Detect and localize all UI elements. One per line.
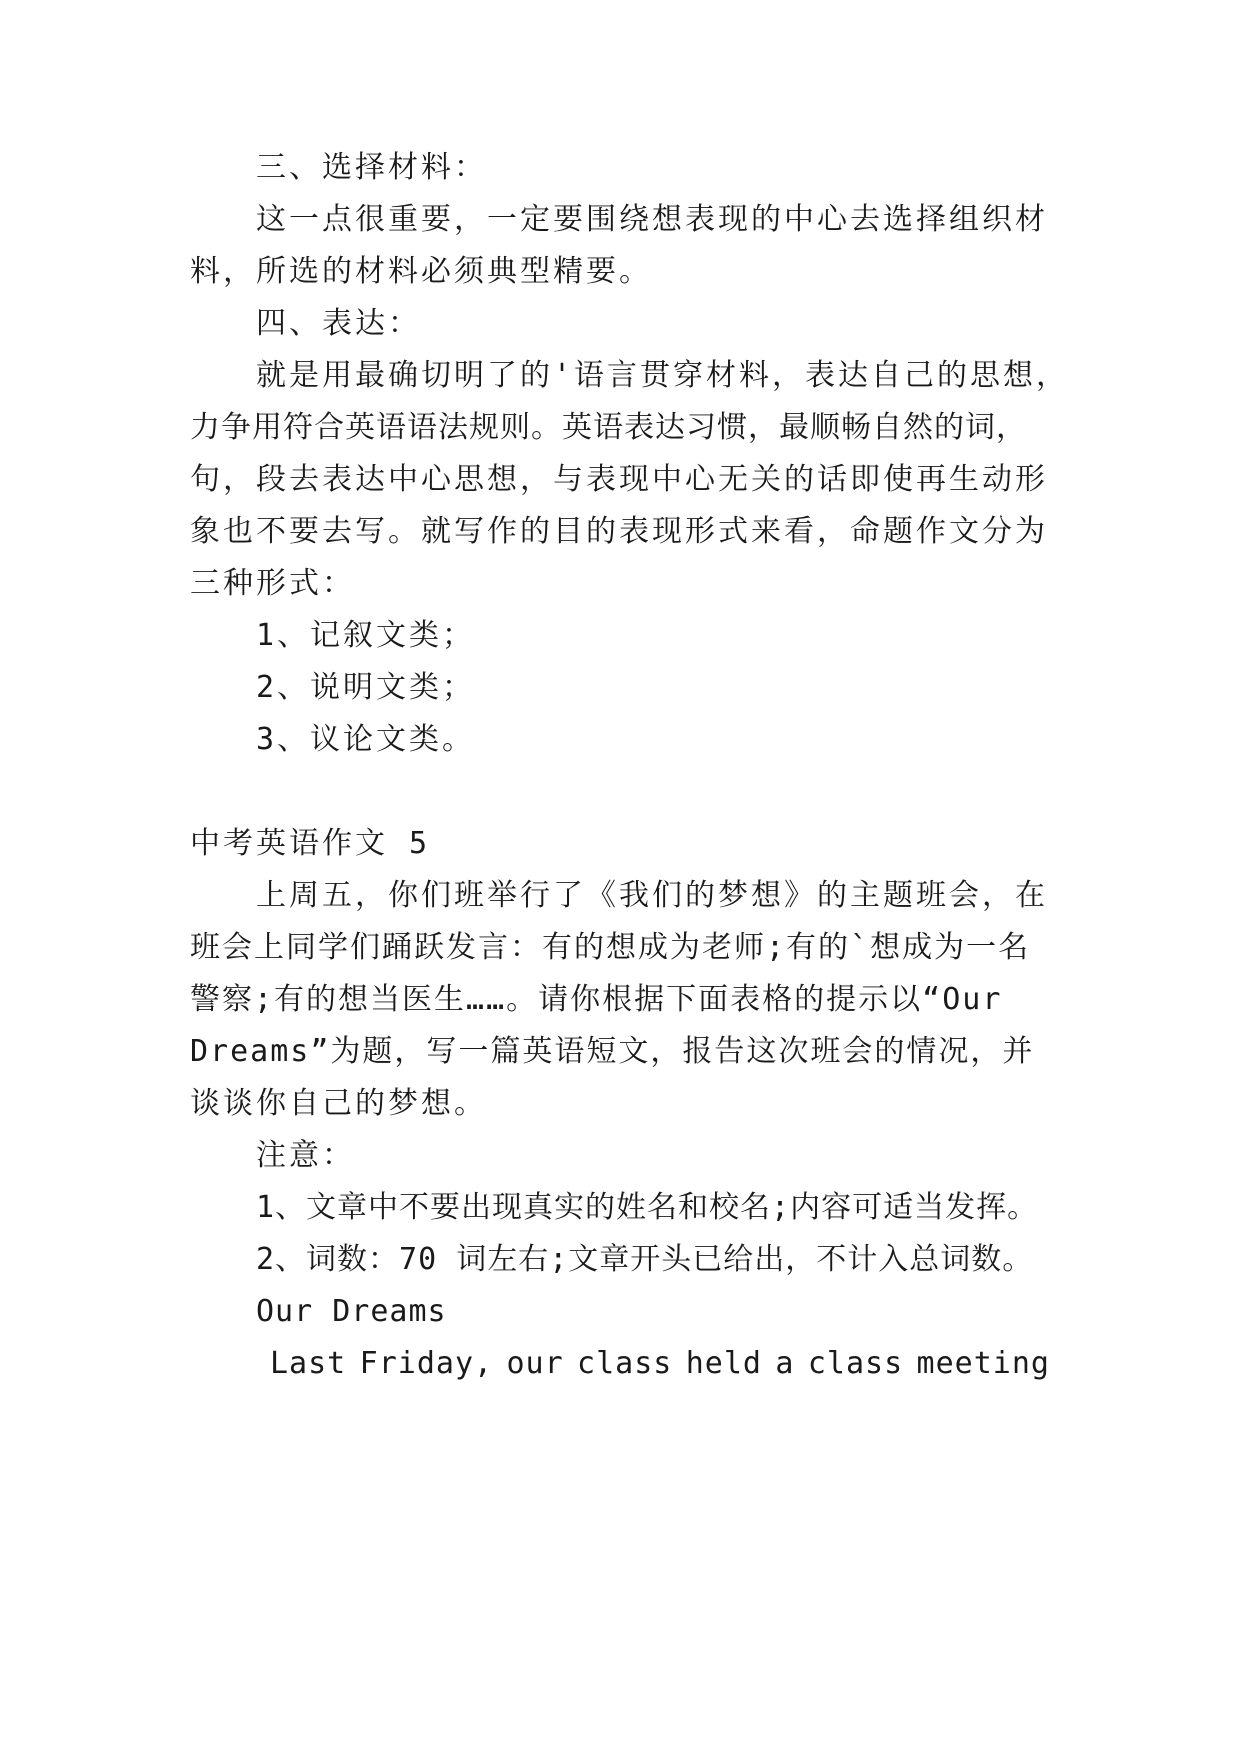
article-title: 中考英语作文 5 [190, 826, 431, 861]
word: Last [270, 1346, 347, 1381]
list-item: 2、说明文类； [256, 670, 476, 705]
paragraph-line: 料，所选的材料必须典型精要。 [190, 254, 652, 289]
note-item: 2、词数：70 词左右;文章开头已给出，不计入总词数。 [256, 1242, 1034, 1277]
word: meeting [916, 1346, 1050, 1381]
paragraph-line: 就是用最确切明了的'语言贯穿材料，表达自己的思想， [256, 358, 1070, 393]
list-item: 1、记叙文类； [256, 618, 476, 653]
note-heading: 注意： [256, 1138, 355, 1173]
paragraph-line: 这一点很重要，一定要围绕想表现的中心去选择组织材 [256, 202, 1048, 237]
paragraph-line: 力争用符合英语语法规则。英语表达习惯，最顺畅自然的词， [190, 410, 1027, 445]
word: held [685, 1346, 762, 1381]
list-item: 3、议论文类。 [256, 722, 476, 757]
paragraph-line: Dreams”为题，写一篇英语短文，报告这次班会的情况，并 [190, 1034, 1035, 1069]
paragraph-line: 象也不要去写。就写作的目的表现形式来看，命题作文分为 [190, 514, 1048, 549]
word: class [807, 1346, 904, 1381]
note-item: 1、文章中不要出现真实的姓名和校名;内容可适当发挥。 [256, 1190, 1039, 1225]
word: Friday, [359, 1346, 494, 1381]
essay-first-line [270, 1344, 1050, 1384]
paragraph-line: 三种形式： [190, 566, 355, 601]
paragraph-line: 谈谈你自己的梦想。 [190, 1086, 487, 1121]
paragraph-line: 句，段去表达中心思想，与表现中心无关的话即使再生动形 [190, 462, 1048, 497]
word: class [577, 1346, 673, 1381]
paragraph-line: 班会上同学们踊跃发言：有的想成为老师;有的`想成为一名 [190, 930, 1031, 965]
paragraph-line: 警察;有的想当医生……。请你根据下面表格的提示以“Our [190, 982, 1003, 1017]
section-heading-3: 三、选择材料： [256, 150, 487, 185]
word: our [506, 1346, 564, 1381]
essay-title: Our Dreams [256, 1294, 447, 1329]
word: a [775, 1346, 795, 1381]
section-heading-4: 四、表达： [256, 306, 421, 341]
paragraph-line: 上周五，你们班举行了《我们的梦想》的主题班会，在 [256, 878, 1048, 913]
